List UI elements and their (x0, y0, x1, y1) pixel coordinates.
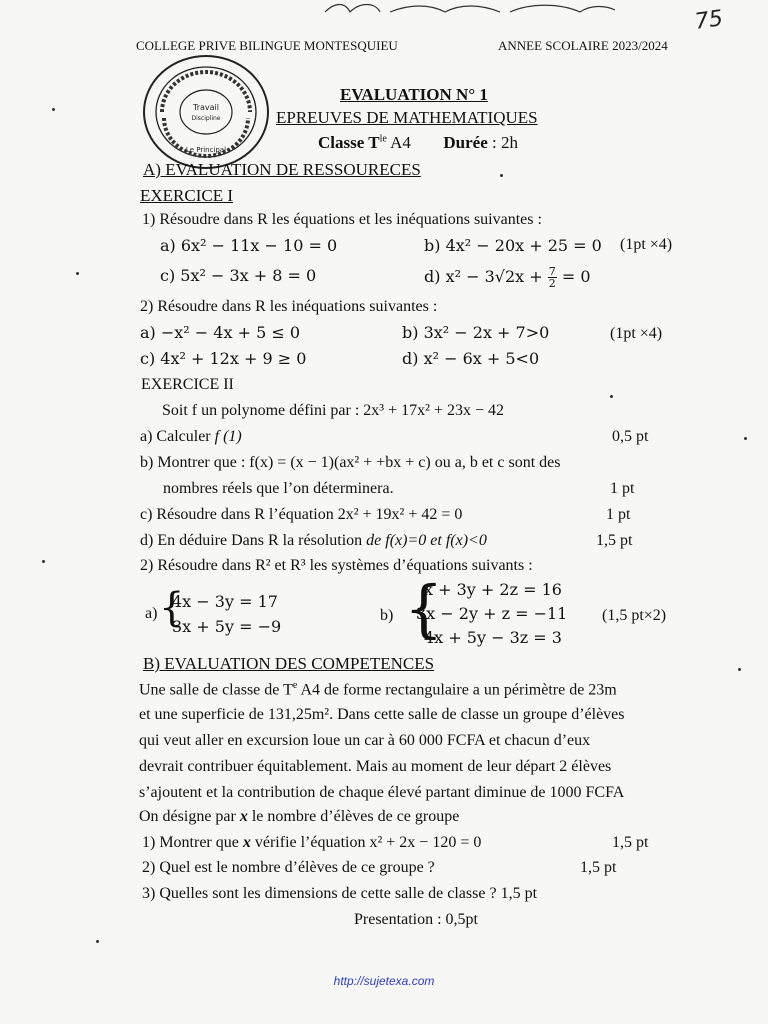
ex2-question-2: 2) Résoudre dans R² et R³ les systèmes d’équations suivants : (140, 557, 533, 574)
ex1-q1-d-denominator: 2 (548, 277, 556, 290)
ex1-q1-d-pre: d) x² − 3√2x + (424, 267, 548, 286)
system-a-eq2: 3x + 5y = −9 (172, 617, 282, 636)
partb-paragraph-line2: et une superficie de 131,25m². Dans cette salle de classe un groupe d’élèves (139, 706, 625, 723)
svg-text:Discipline: Discipline (191, 115, 221, 122)
system-a-eq1: 4x − 3y = 17 (172, 592, 278, 611)
system-b-eq2: 3x − 2y + z = −11 (416, 604, 568, 623)
ex2-question-b-line1: b) Montrer que : f(x) = (x − 1)(ax² + +bx + c) ou a, b et c sont des (140, 454, 561, 471)
handwritten-scribble (320, 0, 620, 14)
system-b-brace: { (404, 572, 444, 645)
ex1-q1-d (424, 266, 591, 289)
class-line (318, 133, 518, 153)
ex2-question-c: c) Résoudre dans R l’équation 2x² + 19x² + 42 = 0 (140, 506, 463, 523)
ex2-a-text: a) Calculer (140, 428, 215, 445)
ex1-q2-d: d) x² − 6x + 5<0 (402, 349, 540, 368)
ex2-d-text: d) En déduire Dans R la résolution (140, 532, 367, 549)
partb-p6x: x (239, 808, 248, 825)
scan-speck (738, 668, 741, 671)
partb-p1-sup: e (292, 680, 298, 691)
partb-question-3: 3) Quelles sont les dimensions de cette salle de classe ? 1,5 pt (142, 885, 538, 902)
partb-paragraph-line3: qui veut aller en excursion loue un car à 60 000 FCFA et chacun d’eux (139, 732, 591, 749)
scan-speck (610, 395, 613, 398)
page-number: 75 (693, 6, 725, 35)
partb-q2-points: 1,5 pt (580, 859, 617, 876)
ex1-q2-c: c) 4x² + 12x + 9 ≥ 0 (140, 349, 307, 368)
system-b-label: b) (380, 607, 394, 624)
ex1-question-2: 2) Résoudre dans R les inéquations suivantes : (140, 298, 438, 315)
ex2-d-points: 1,5 pt (596, 532, 633, 549)
ex1-question-1: 1) Résoudre dans R les équations et les inéquations suivantes : (142, 211, 542, 228)
system-a-brace: { (159, 585, 185, 631)
exercise-1-title: EXERCICE I (140, 186, 234, 205)
class-value: A4 (386, 133, 411, 152)
scan-speck (96, 940, 99, 943)
system-b-eq1: x + 3y + 2z = 16 (424, 580, 562, 599)
ex2-a-italic: f (1) (214, 428, 242, 445)
school-name: COLLEGE PRIVE BILINGUE MONTESQUIEU (136, 38, 398, 53)
part-a-heading: A) EVALUATION DE RESSOURECES (143, 160, 421, 179)
ex1-q1-points: (1pt ×4) (620, 236, 673, 253)
partb-p1b: A4 de forme rectangulaire a un périmètre de 23m (297, 681, 617, 699)
class-sup: le (379, 133, 387, 145)
ex1-q2-a: a) −x² − 4x + 5 ≤ 0 (140, 323, 301, 342)
scan-speck (744, 437, 747, 440)
svg-text:Le Principal: Le Principal (185, 146, 227, 154)
school-seal-stamp (140, 52, 272, 172)
presentation-points: Presentation : 0,5pt (354, 911, 478, 928)
ex1-q1-b: b) 4x² − 20x + 25 = 0 (424, 236, 602, 255)
partb-p1: Une salle de classe de T (139, 681, 293, 699)
partb-question-2: 2) Quel est le nombre d’élèves de ce groupe ? (142, 859, 435, 876)
ex1-q1-c: c) 5x² − 3x + 8 = 0 (160, 266, 317, 285)
partb-paragraph-line5: s’ajoutent et la contribution de chaque élevé partant diminue de 1000 FCFA (139, 784, 625, 801)
partb-paragraph-line6 (139, 808, 459, 826)
school-year: ANNEE SCOLAIRE 2023/2024 (498, 38, 668, 53)
evaluation-title: EVALUATION N° 1 (340, 85, 488, 104)
ex1-q2-points: (1pt ×4) (610, 325, 663, 342)
footer-link[interactable]: http://sujetexa.com (333, 974, 435, 988)
scan-speck (76, 272, 79, 275)
ex2-a-points: 0,5 pt (612, 428, 649, 445)
subject-title: EPREUVES DE MATHEMATIQUES (276, 108, 538, 127)
ex2-question-a (140, 428, 242, 446)
partb-question-1 (142, 834, 481, 852)
scan-speck (500, 174, 503, 177)
partb-q1b: vérifie l’équation x² + 2x − 120 = 0 (250, 834, 482, 851)
system-a-label: a) (145, 605, 158, 622)
partb-paragraph-line1 (139, 680, 617, 699)
ex2-d-italic: de f(x)=0 et f(x)<0 (366, 532, 487, 549)
ex2-c-points: 1 pt (606, 506, 631, 523)
svg-text:Travail: Travail (193, 103, 219, 112)
ex2-intro: Soit f un polynome défini par : 2x³ + 17x² + 23x − 42 (162, 402, 504, 419)
exercise-2-title: EXERCICE II (141, 376, 234, 393)
partb-p6b: le nombre d’élèves de ce groupe (247, 808, 460, 825)
ex1-q1-a: a) 6x² − 11x − 10 = 0 (160, 236, 338, 255)
ex2-b-points: 1 pt (610, 480, 635, 497)
duration-label: Durée (443, 133, 488, 152)
scan-speck (52, 108, 55, 111)
ex2-question-b-line2: nombres réels que l’on déterminera. (163, 480, 394, 497)
ex1-q1-d-numerator: 7 (548, 265, 556, 278)
partb-q1a: 1) Montrer que (142, 834, 243, 851)
class-label: Classe T (318, 133, 380, 152)
ex2-question-d (140, 532, 487, 550)
partb-q1-points: 1,5 pt (612, 834, 649, 851)
systems-points: (1,5 pt×2) (602, 607, 667, 624)
scan-speck (42, 560, 45, 563)
partb-p6a: On désigne par (139, 808, 240, 825)
duration-value: : 2h (487, 133, 518, 152)
partb-paragraph-line4: devrait contribuer équitablement. Mais au moment de leur départ 2 élèves (139, 758, 612, 775)
ex1-q1-d-post: = 0 (556, 267, 591, 286)
partb-q1x: x (242, 834, 251, 851)
system-b-eq3: 4x + 5y − 3z = 3 (424, 628, 562, 647)
part-b-heading: B) EVALUATION DES COMPETENCES (143, 654, 435, 673)
ex1-q2-b: b) 3x² − 2x + 7>0 (402, 323, 550, 342)
